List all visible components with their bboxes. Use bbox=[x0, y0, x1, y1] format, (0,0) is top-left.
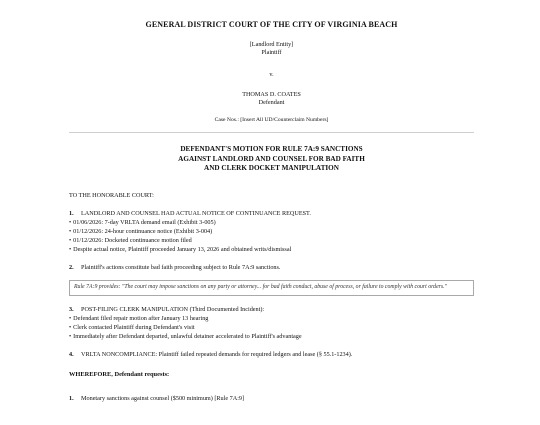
section-heading: POST-FILING CLERK MANIPULATION (Third Documented Incident): bbox=[81, 305, 265, 313]
title-line-1: DEFENDANT'S MOTION FOR RULE 7A:9 SANCTIONS bbox=[180, 145, 363, 153]
section-3-bullets bbox=[69, 314, 474, 341]
title-line-2: AGAINST LANDLORD AND COUNSEL FOR BAD FAITH bbox=[178, 154, 365, 163]
section-number: 3. bbox=[69, 305, 74, 313]
defendant-role: Defendant bbox=[258, 99, 285, 106]
wherefore-heading: WHEREFORE, Defendant requests: bbox=[69, 370, 170, 378]
section-number: 1. bbox=[69, 209, 74, 217]
request-text: Monetary sanctions against counsel ($500 minimum) [Rule 7A:9] bbox=[81, 394, 245, 402]
section-number: 4. bbox=[69, 350, 74, 358]
section-1-bullets bbox=[69, 218, 474, 254]
bullet-item: • Clerk contacted Plaintiff during Defendant's visit bbox=[69, 323, 474, 332]
divider bbox=[69, 132, 474, 133]
section-3 bbox=[69, 306, 474, 314]
document-page bbox=[0, 20, 540, 425]
plaintiff-role: Plaintiff bbox=[261, 49, 282, 56]
request-1 bbox=[69, 395, 474, 403]
motion-title bbox=[69, 145, 474, 174]
bullet-item: • Immediately after Defendant departed, unlawful detainer accelerated to Plaintiff's advantage bbox=[69, 332, 474, 341]
bullet-item: • Defendant filed repair motion after January 13 hearing bbox=[69, 314, 474, 323]
bullet-item: • 01/12/2026: Docketed continuance motion filed bbox=[69, 236, 474, 245]
request-number: 1. bbox=[69, 394, 74, 402]
rule-quote-box: Rule 7A:9 provides: "The court may impose sanctions on any party or attorney... for bad faith conduct, abuse of process, or failure to comply with court orders." bbox=[69, 280, 474, 296]
plaintiff-name: [Landlord Entity] bbox=[249, 41, 294, 48]
case-number: Case Nos.: [Insert All UD/Counterclaim Numbers] bbox=[214, 117, 329, 123]
court-name: GENERAL DISTRICT COURT OF THE CITY OF VIRGINIA BEACH bbox=[145, 20, 398, 29]
plaintiff-block bbox=[69, 41, 474, 57]
section-1 bbox=[69, 210, 474, 218]
section-2 bbox=[69, 264, 474, 272]
salutation: TO THE HONORABLE COURT: bbox=[69, 191, 154, 199]
title-line-3: AND CLERK DOCKET MANIPULATION bbox=[204, 164, 339, 173]
bullet-item: • Despite actual notice, Plaintiff proceeded January 13, 2026 and obtained writs/dismissal bbox=[69, 245, 474, 254]
defendant-block bbox=[69, 91, 474, 107]
section-number: 2. bbox=[69, 263, 74, 271]
bullet-item: • 01/06/2026: 7-day VRLTA demand email (Exhibit 3-005) bbox=[69, 218, 474, 227]
bullet-item: • 01/12/2026: 24-hour continuance notice (Exhibit 3-004) bbox=[69, 227, 474, 236]
section-heading: VRLTA NONCOMPLIANCE: Plaintiff failed repeated demands for required ledgers and lease (§ 55.1-1234). bbox=[81, 350, 353, 358]
section-4 bbox=[69, 351, 474, 359]
versus: v. bbox=[269, 71, 274, 78]
defendant-name: THOMAS D. COATES bbox=[242, 91, 301, 98]
section-heading: Plaintiff's actions constitute bad faith proceeding subject to Rule 7A:9 sanctions. bbox=[81, 263, 281, 271]
section-heading: LANDLORD AND COUNSEL HAD ACTUAL NOTICE OF CONTINUANCE REQUEST. bbox=[81, 209, 311, 217]
